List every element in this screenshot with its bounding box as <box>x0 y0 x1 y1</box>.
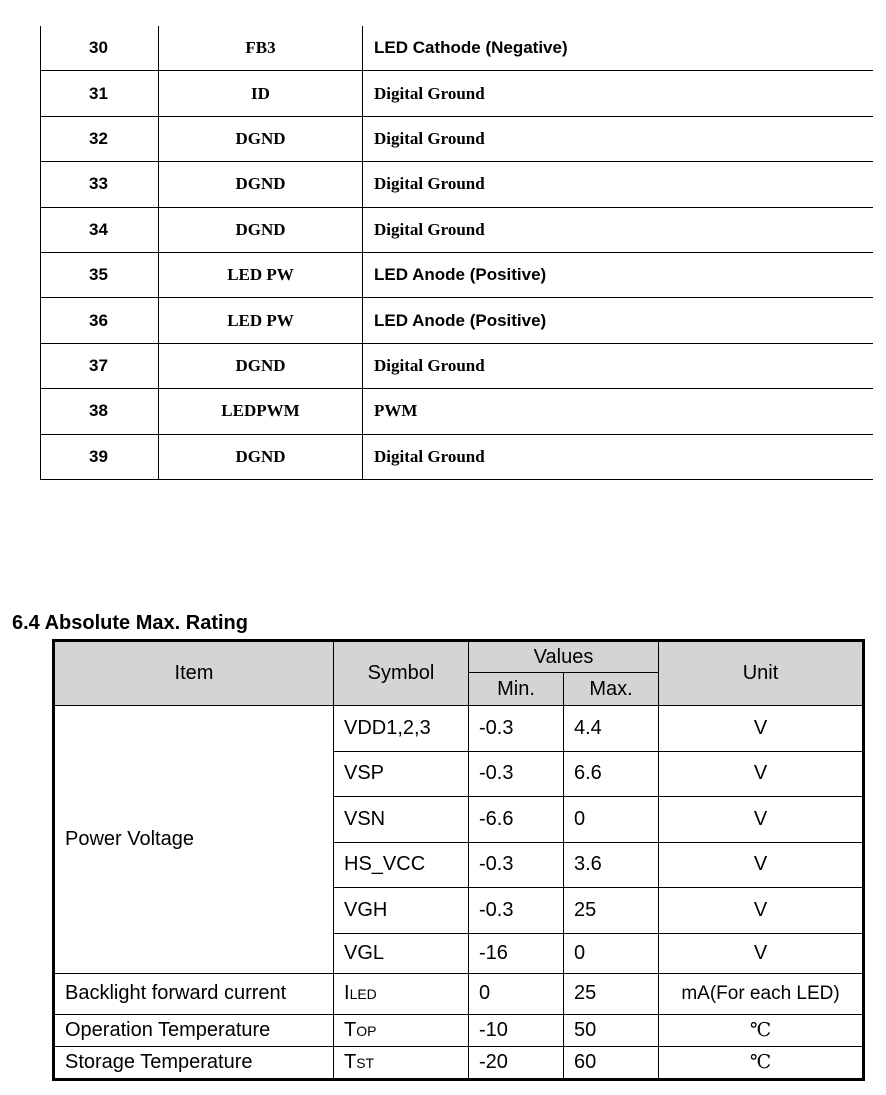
min-cell: -0.3 <box>469 751 564 797</box>
header-symbol: Symbol <box>334 641 469 706</box>
unit-cell: V <box>659 751 864 797</box>
symbol-cell: VSP <box>334 751 469 797</box>
item-operation-temperature: Operation Temperature <box>54 1014 334 1046</box>
table-row <box>41 298 873 343</box>
pin-number: 32 <box>41 116 159 161</box>
pin-description: LED Cathode (Negative) <box>363 26 873 71</box>
section-title: 6.4 Absolute Max. Rating <box>12 612 248 634</box>
unit-cell: V <box>659 797 864 843</box>
item-storage-temperature: Storage Temperature <box>54 1046 334 1079</box>
unit-cell: V <box>659 842 864 888</box>
max-cell: 6.6 <box>564 751 659 797</box>
table-row <box>41 343 873 388</box>
pin-symbol: LEDPWM <box>159 389 363 434</box>
pin-symbol: LED PW <box>159 298 363 343</box>
pin-symbol: LED PW <box>159 252 363 297</box>
min-cell: -0.3 <box>469 706 564 752</box>
pin-symbol: ID <box>159 71 363 116</box>
pin-description: LED Anode (Positive) <box>363 298 873 343</box>
pin-symbol: DGND <box>159 116 363 161</box>
min-cell: -16 <box>469 933 564 973</box>
symbol-subscript: LED <box>349 986 377 1002</box>
table-row <box>54 1046 864 1079</box>
unit-cell: ℃ <box>659 1046 864 1079</box>
symbol-main: T <box>344 1050 357 1073</box>
pin-symbol: DGND <box>159 162 363 207</box>
unit-cell: V <box>659 706 864 752</box>
table-row <box>41 116 873 161</box>
min-cell: -20 <box>469 1046 564 1079</box>
table-row <box>54 706 864 752</box>
min-cell: 0 <box>469 973 564 1014</box>
pin-assignment-table <box>40 26 873 480</box>
max-cell: 60 <box>564 1046 659 1079</box>
pin-number: 39 <box>41 434 159 479</box>
header-min: Min. <box>469 673 564 706</box>
symbol-main: I <box>344 982 350 1004</box>
item-backlight-current: Backlight forward current <box>54 973 334 1014</box>
min-cell: -6.6 <box>469 797 564 843</box>
pin-description: Digital Ground <box>363 71 873 116</box>
symbol-subscript: OP <box>356 1022 377 1039</box>
pin-symbol: DGND <box>159 207 363 252</box>
header-item: Item <box>54 641 334 706</box>
max-cell: 25 <box>564 888 659 934</box>
min-cell: -10 <box>469 1014 564 1046</box>
table-row <box>41 207 873 252</box>
pin-description: Digital Ground <box>363 116 873 161</box>
symbol-cell: VSN <box>334 797 469 843</box>
symbol-subscript: ST <box>356 1054 375 1071</box>
max-cell: 3.6 <box>564 842 659 888</box>
min-cell: -0.3 <box>469 888 564 934</box>
pin-symbol: DGND <box>159 343 363 388</box>
pin-number: 37 <box>41 343 159 388</box>
max-cell: 25 <box>564 973 659 1014</box>
unit-cell: ℃ <box>659 1014 864 1046</box>
symbol-cell <box>334 1014 469 1046</box>
pin-number: 38 <box>41 389 159 434</box>
symbol-main: T <box>344 1018 357 1041</box>
symbol-cell: VGH <box>334 888 469 934</box>
pin-symbol: DGND <box>159 434 363 479</box>
max-cell: 0 <box>564 797 659 843</box>
pin-number: 30 <box>41 26 159 71</box>
symbol-cell <box>334 1046 469 1079</box>
table-row <box>41 252 873 297</box>
pin-description: Digital Ground <box>363 162 873 207</box>
max-cell: 50 <box>564 1014 659 1046</box>
header-max: Max. <box>564 673 659 706</box>
pin-number: 35 <box>41 252 159 297</box>
min-cell: -0.3 <box>469 842 564 888</box>
table-row <box>41 162 873 207</box>
unit-cell: V <box>659 933 864 973</box>
max-cell: 0 <box>564 933 659 973</box>
pin-description: Digital Ground <box>363 343 873 388</box>
unit-cell: V <box>659 888 864 934</box>
table-row <box>41 389 873 434</box>
pin-symbol: FB3 <box>159 26 363 71</box>
header-row <box>54 641 864 673</box>
item-power-voltage: Power Voltage <box>54 706 334 974</box>
table-row <box>41 434 873 479</box>
pin-description: Digital Ground <box>363 207 873 252</box>
table-row <box>54 1014 864 1046</box>
header-unit: Unit <box>659 641 864 706</box>
max-cell: 4.4 <box>564 706 659 752</box>
pin-description: Digital Ground <box>363 434 873 479</box>
pin-number: 34 <box>41 207 159 252</box>
absolute-max-rating-table <box>52 639 865 1081</box>
symbol-cell <box>334 973 469 1014</box>
pin-number: 33 <box>41 162 159 207</box>
pin-description: PWM <box>363 389 873 434</box>
header-values: Values <box>469 641 659 673</box>
table-row <box>54 973 864 1014</box>
unit-cell: mA(For each LED) <box>659 973 864 1014</box>
pin-number: 36 <box>41 298 159 343</box>
symbol-cell: VGL <box>334 933 469 973</box>
table-row <box>41 71 873 116</box>
pin-description: LED Anode (Positive) <box>363 252 873 297</box>
table-row <box>41 26 873 71</box>
symbol-cell: HS_VCC <box>334 842 469 888</box>
pin-number: 31 <box>41 71 159 116</box>
symbol-cell: VDD1,2,3 <box>334 706 469 752</box>
